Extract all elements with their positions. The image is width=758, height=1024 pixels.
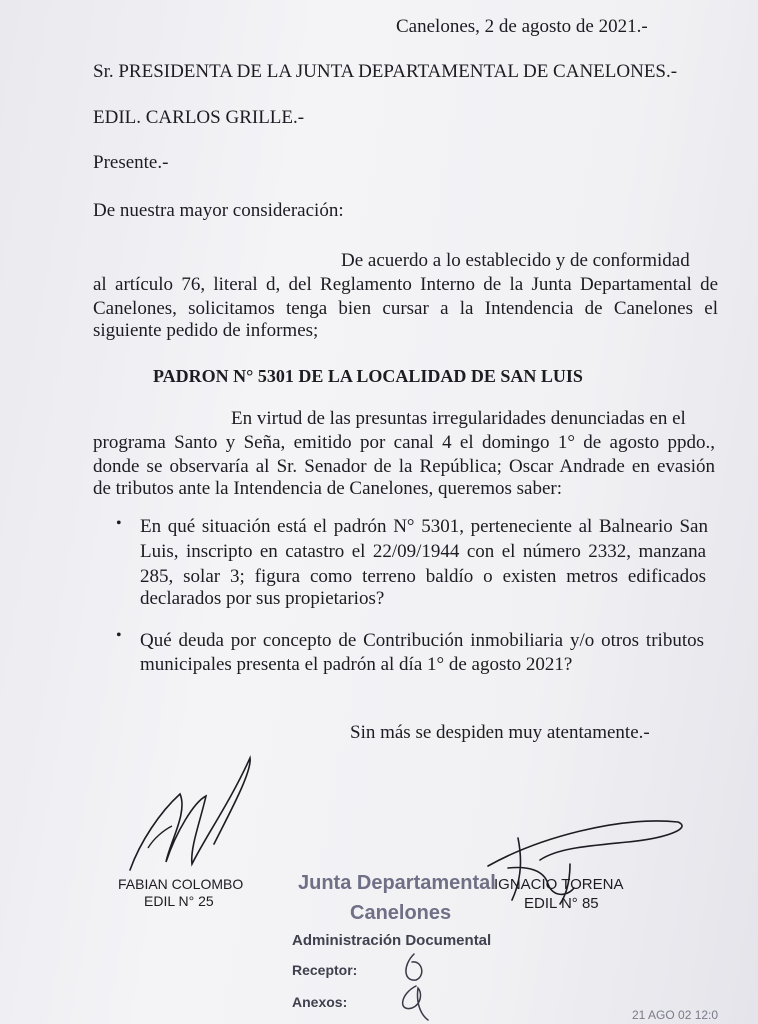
stamp-department: Administración Documental [292, 932, 492, 949]
bullet-line: Qué deuda por concepto de Contribución inmobiliaria y/o otros tributos [140, 630, 704, 651]
signature-left-role: EDIL N° 25 [144, 893, 214, 909]
greeting: De nuestra mayor consideración: [93, 200, 344, 221]
paragraph-2-line: programa Santo y Seña, emitido por canal 4 el domingo 1° de agosto ppdo., [93, 432, 715, 453]
place-date: Canelones, 2 de agosto de 2021.- [396, 16, 648, 37]
stamp-date-code: 21 AGO 02 12:0 [632, 1008, 719, 1022]
bullet-line: municipales presenta el padrón al día 1° de agosto 2021? [140, 654, 573, 675]
stamp-anexos-label: Anexos: [292, 994, 348, 1010]
signature-right-name: IGNACIO TORENA [494, 876, 624, 893]
signature-left-name: FABIAN COLOMBO [118, 876, 244, 892]
paragraph-2-line: En virtud de las presuntas irregularidades denunciadas en el [231, 408, 686, 429]
signature-right-image [478, 808, 698, 908]
paragraph-2-line: donde se observaría al Sr. Senador de la República; Oscar Andrade en evasión [93, 456, 715, 477]
paragraph-1-line: De acuerdo a lo establecido y de conformidad [341, 250, 690, 271]
bullet-dot: • [116, 627, 122, 644]
closing: Sin más se despiden muy atentamente.- [350, 722, 650, 743]
paragraph-1-line: siguiente pedido de informes; [93, 320, 319, 341]
signature-right-role: EDIL N° 85 [524, 895, 599, 912]
addressee: Sr. PRESIDENTA DE LA JUNTA DEPARTAMENTAL DE CANELONES.- [93, 61, 678, 82]
paragraph-1-line: al artículo 76, literal d, del Reglamento Interno de la Junta Departamental de [93, 274, 718, 295]
stamp-receptor-label: Receptor: [292, 962, 358, 978]
bullet-line: 285, solar 3; figura como terreno baldío o existen metros edificados [140, 566, 706, 587]
stamp-initials-image [392, 946, 442, 1022]
bullet-line: declarados por sus propietarios? [140, 588, 385, 609]
presente: Presente.- [93, 152, 169, 173]
signature-left-image [110, 752, 270, 882]
bullet-line: En qué situación está el padrón N° 5301, perteneciente al Balneario San [140, 516, 708, 537]
paragraph-1-line: Canelones, solicitamos tenga bien cursar a la Intendencia de Canelones el [93, 298, 718, 319]
stamp-institution: Junta Departamental [298, 872, 496, 894]
stamp-city: Canelones [350, 902, 452, 924]
subject-heading: PADRON N° 5301 DE LA LOCALIDAD DE SAN LUIS [153, 366, 583, 386]
paragraph-2-line: de tributos ante la Intendencia de Canelones, queremos saber: [93, 478, 563, 499]
addressee-edil: EDIL. CARLOS GRILLE.- [93, 107, 305, 128]
bullet-dot: • [116, 515, 122, 532]
bullet-line: Luis, inscripto en catastro el 22/09/1944 con el número 2332, manzana [140, 541, 706, 562]
